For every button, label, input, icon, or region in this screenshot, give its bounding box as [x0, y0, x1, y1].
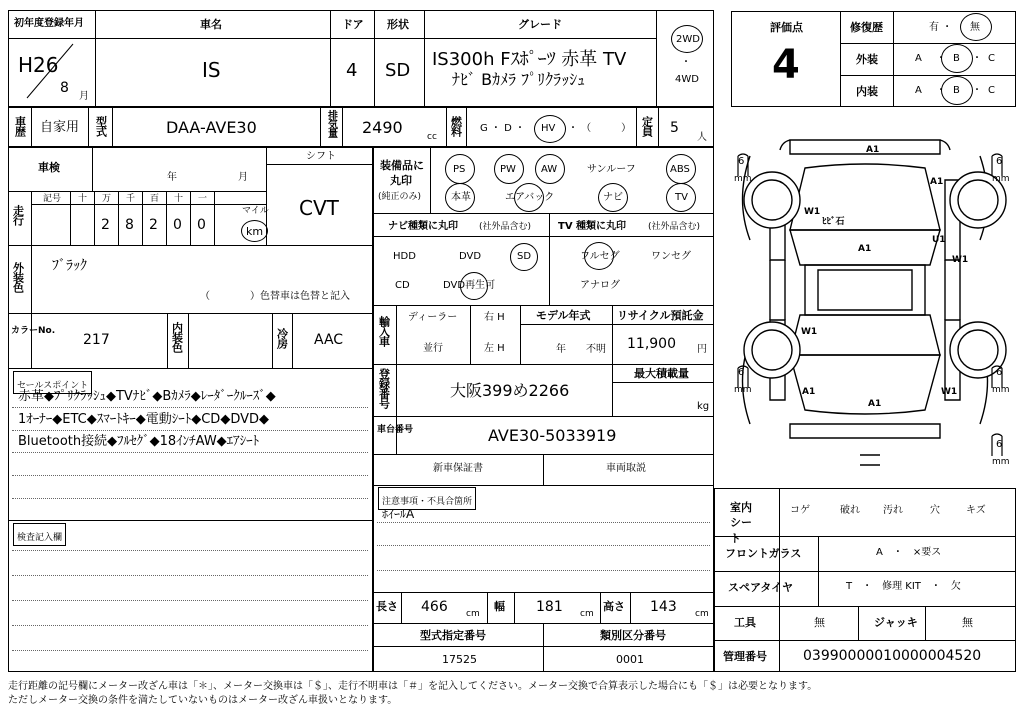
equip-leather: 本革: [451, 192, 471, 203]
damage-mark: W1: [952, 255, 969, 265]
int-grade-b: B: [953, 85, 960, 96]
recycle-value: 11,900: [627, 336, 676, 352]
recycle-label: リサイクル預託金: [617, 309, 704, 322]
model-year-label: モデル年式: [536, 309, 591, 322]
repair-label: 修復歴: [850, 21, 883, 34]
import-left: 左 H: [484, 343, 505, 354]
damage-mark: A1: [858, 244, 872, 254]
max-load-label: 最大積載量: [634, 367, 689, 380]
management-value: 03990000010000004520: [803, 648, 982, 664]
mileage-unit-mile: マイル: [242, 206, 269, 216]
roof: [818, 270, 912, 310]
interior-label: 内装: [856, 85, 878, 98]
spare-options: T ・ 修理 KIT ・ 欠: [846, 581, 961, 592]
height: 143: [650, 599, 677, 615]
displacement-label: 排気量: [325, 110, 337, 137]
damage-mark: A1: [866, 145, 880, 155]
jack-value: 無: [962, 616, 973, 629]
repair-none: 無: [970, 22, 980, 33]
damage-mark: U1: [932, 235, 946, 245]
ext-grade-b: B: [953, 53, 960, 64]
interior-sheet-item-2: 破れ: [840, 505, 860, 516]
management-label: 管理番号: [723, 650, 767, 663]
mileage-symbol-label: 記号: [43, 194, 62, 204]
mileage-digit: 0: [197, 217, 206, 233]
chassis: AVE30-5033919: [488, 426, 617, 445]
sales-line-3: Bluetooth接続◆ﾌﾙｾｸﾞ◆18ｲﾝﾁAW◆ｴｱｼｰﾄ: [18, 434, 260, 449]
model: DAA-AVE30: [166, 118, 257, 137]
exterior-label: 外装: [856, 53, 878, 66]
color-code-label: カラーNo.: [11, 326, 56, 336]
int-grade-c: C: [988, 85, 995, 96]
capacity-unit: 人: [697, 132, 707, 143]
sales-line-2: 1ｵｰﾅｰ◆ETC◆ｽﾏｰﾄｷｰ◆電動ｼｰﾄ◆CD◆DVD◆: [18, 412, 269, 427]
equip-tv: TV: [675, 192, 688, 203]
mileage-unit-km: km: [246, 225, 264, 238]
fuel-options: G ・ D ・: [480, 123, 525, 134]
inspect-box: [13, 523, 66, 546]
digit-header: 万: [102, 194, 112, 204]
tv-oneseg: ワンセグ: [651, 251, 691, 262]
model-label: 型式: [94, 116, 108, 136]
drive-dot: ・: [681, 57, 691, 68]
trunk: [790, 355, 940, 414]
inspection-year: 年: [167, 172, 177, 183]
displacement-unit: cc: [427, 132, 437, 142]
mileage-label: 走行: [11, 205, 25, 225]
equip-abs: ABS: [670, 164, 690, 175]
height-label: 高さ: [603, 600, 625, 613]
notes-text: ﾎｲｰﾙA: [382, 507, 415, 521]
equip-aw: AW: [541, 164, 558, 175]
damage-mark: ﾋﾋﾞ石: [822, 217, 845, 227]
mileage-digit: 2: [149, 217, 158, 233]
class-no-label: 類別区分番号: [600, 629, 666, 642]
size-six: 6: [738, 367, 745, 378]
max-load-unit: kg: [697, 401, 710, 412]
ext-dot: ・: [936, 53, 946, 64]
capacity: 5: [670, 120, 679, 136]
grade-label: グレード: [518, 18, 562, 31]
doors: 4: [346, 60, 358, 81]
reg-month-unit: 月: [79, 91, 89, 102]
width: 181: [536, 599, 563, 615]
reg-era: H26: [18, 53, 59, 77]
ext-grade-a: A: [915, 53, 922, 64]
windshield-options: A ・ ×要ス: [876, 547, 942, 558]
windshield-label: フロントガラス: [725, 547, 802, 560]
digit-header: 十: [174, 194, 184, 204]
color-label: 外装色: [11, 262, 25, 292]
size-six: 6: [996, 439, 1003, 450]
tv-title: TV 種類に丸印: [558, 221, 627, 232]
shift-label: シフト: [306, 151, 336, 162]
inspect-label: 検査記入欄: [17, 533, 63, 543]
equip-ps: PS: [453, 164, 466, 175]
length-unit: cm: [466, 609, 480, 619]
digit-header: 千: [126, 194, 136, 204]
score-value: 4: [772, 42, 800, 88]
size-six: 6: [996, 156, 1003, 167]
sales-line-1: 赤革◆ﾌﾟﾘｸﾗｯｼｭ◆TVﾅﾋﾞ◆Bｶﾒﾗ◆ﾚｰﾀﾞｰｸﾙｰｽﾞ◆: [18, 389, 276, 404]
interior-sheet-label: 室内シート: [730, 501, 752, 545]
jack-label: ジャッキ: [874, 616, 918, 629]
grade-circle: [941, 44, 973, 73]
navi-cd: CD: [395, 280, 410, 291]
interior-sheet-item-1: コゲ: [790, 505, 810, 516]
capacity-label: 定員: [640, 116, 654, 136]
color-note: （ ）色替車は色替と記入: [200, 291, 350, 302]
tools-value: 無: [814, 616, 825, 629]
navi-dvd: DVD: [459, 251, 482, 262]
score-label: 評価点: [770, 21, 803, 34]
damage-mark: A1: [868, 399, 882, 409]
grade-line2: ﾅﾋﾞ Bｶﾒﾗ ﾌﾟﾘｸﾗｯｼｭ: [452, 70, 586, 89]
inspection-label: 車検: [38, 161, 60, 174]
damage-mark: W1: [804, 207, 821, 217]
tv-fullseg: フルセグ: [580, 251, 620, 262]
navi-hdd: HDD: [393, 251, 416, 262]
class-no: 0001: [616, 653, 644, 666]
equip-airbag: エアバック: [505, 192, 555, 203]
drive-4wd: 4WD: [675, 74, 699, 85]
ext-grade-c: C: [988, 53, 995, 64]
tv-sub: (社外品含む): [648, 222, 701, 232]
shift: CVT: [299, 196, 339, 220]
chassis-label-text: 車台番号: [377, 425, 414, 435]
displacement: 2490: [362, 118, 403, 137]
manual: 車両取説: [606, 463, 646, 474]
body-type: SD: [385, 60, 411, 81]
fuel-hv: HV: [541, 123, 556, 134]
hood: [790, 164, 940, 230]
import-parallel: 並行: [423, 343, 443, 354]
car-name-label: 車名: [200, 18, 222, 31]
damage-mark: W1: [941, 387, 958, 397]
notes-label: 注意事項・不具合箇所: [382, 497, 473, 507]
size-mm: mm: [734, 385, 752, 395]
equip-label3: (純正のみ): [378, 192, 422, 202]
sales-label: セールスポイント: [17, 381, 89, 391]
damage-mark: A1: [930, 177, 944, 187]
color-code: 217: [83, 332, 110, 348]
grade-circle: [941, 76, 973, 105]
recycle-unit: 円: [697, 344, 707, 355]
rear-bumper: [790, 424, 940, 438]
interior-sheet-item-3: 汚れ: [883, 505, 903, 516]
int-dot: ・: [972, 85, 982, 96]
front-bumper: [790, 140, 940, 154]
fuel-other: ・ （ ）: [568, 123, 632, 134]
equip-navi: ナビ: [603, 192, 623, 203]
navi-dvd-play: DVD再生可: [443, 280, 496, 291]
model-year-value: 不明: [586, 344, 606, 355]
size-mm: mm: [734, 174, 752, 184]
footer-line1: 走行距離の記号欄にメーター改ざん車は「＊」、メーター交換車は「＄」、走行不明車は「＃」を記入してください。メーター交換で合算表示した場合にも「＄」は必要となります。: [8, 681, 818, 692]
interior-sheet-item-5: キズ: [966, 505, 986, 516]
ac-label: 冷房: [275, 328, 289, 348]
footer-line2: ただしメーター交換の条件を満たしていないものはメーター改ざん車扱いとなります。: [8, 695, 398, 706]
reg-year-label: 初年度登録年月: [14, 18, 84, 29]
import-label: 輸入車: [377, 316, 391, 346]
width-unit: cm: [580, 609, 594, 619]
digit-header: 十: [78, 194, 88, 204]
chassis-label: [377, 425, 413, 436]
interior-color-label: 内装色: [170, 322, 184, 352]
repair-options: 有 ・: [929, 22, 953, 33]
length: 466: [421, 599, 448, 615]
length-label: 長さ: [376, 600, 398, 613]
doors-label: ドア: [342, 18, 364, 31]
equip-label1: 装備品に: [380, 159, 424, 172]
equip-pw: PW: [500, 164, 516, 175]
plate: 大阪399め2266: [450, 381, 570, 400]
drive-2wd: 2WD: [676, 34, 700, 45]
fuel-label: 燃料: [449, 116, 463, 136]
tv-analog: アナログ: [580, 280, 620, 291]
inspection-month: 月: [238, 172, 248, 183]
equip-sunroof: サンルーフ: [587, 164, 636, 175]
interior-sheet-item-4: 穴: [930, 505, 940, 516]
height-unit: cm: [695, 609, 709, 619]
width-label: 幅: [494, 600, 505, 613]
color-value: ﾌﾞﾗｯｸ: [52, 258, 87, 274]
size-six: 6: [996, 367, 1003, 378]
type-no: 17525: [442, 653, 477, 666]
body-label: 形状: [387, 18, 409, 31]
size-mm: mm: [992, 174, 1010, 184]
import-right: 右 H: [484, 312, 505, 323]
ext-dot: ・: [972, 53, 982, 64]
import-dealer: ディーラー: [408, 312, 458, 323]
tools-label: 工具: [734, 616, 756, 629]
registration-label: 登録番号: [377, 368, 391, 408]
int-grade-a: A: [915, 85, 922, 96]
navi-sd: SD: [517, 251, 532, 262]
mileage-digit: 0: [173, 217, 182, 233]
history-label: 車歴: [13, 116, 27, 136]
mileage-digit: 8: [125, 217, 134, 233]
ac: AAC: [314, 332, 344, 348]
grade-line1: IS300h Fｽﾎﾟｰﾂ 赤革 TV: [432, 49, 627, 70]
history: 自家用: [40, 120, 80, 135]
size-mm: mm: [992, 385, 1010, 395]
model-year-year: 年: [556, 344, 566, 355]
navi-title: ナビ種類に丸印: [388, 221, 458, 232]
reg-month: 8: [60, 80, 69, 96]
warranty: 新車保証書: [433, 463, 483, 474]
type-no-label: 型式指定番号: [420, 629, 486, 642]
spare-label: スペアタイヤ: [728, 581, 794, 594]
damage-mark: A1: [802, 387, 816, 397]
int-dot: ・: [936, 85, 946, 96]
size-mm: mm: [992, 457, 1010, 467]
digit-header: 百: [150, 194, 160, 204]
equip-label2: 丸印: [390, 174, 412, 187]
navi-sub: (社外品含む): [479, 222, 532, 232]
mileage-digit: 2: [101, 217, 110, 233]
car-name: IS: [202, 58, 221, 82]
damage-mark: W1: [801, 327, 818, 337]
car-diagram: [730, 120, 1020, 480]
size-six: 6: [738, 156, 745, 167]
digit-header: 一: [198, 194, 208, 204]
